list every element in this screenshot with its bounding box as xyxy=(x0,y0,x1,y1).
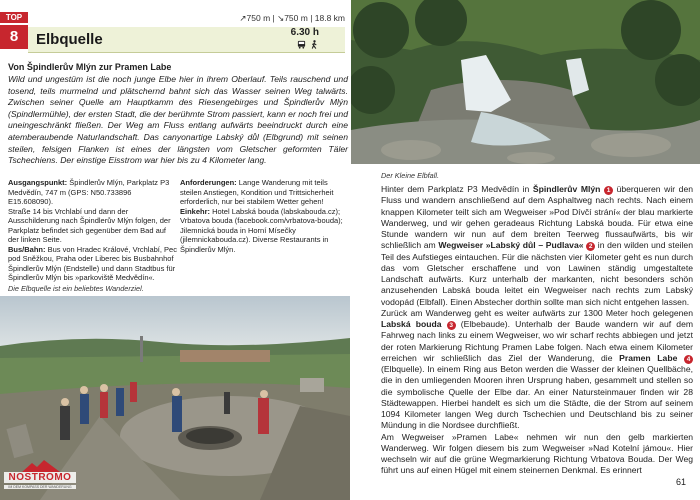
caption-left: Die Elbquelle ist ein beliebtes Wanderziel. xyxy=(8,284,144,293)
stop-text: Hotel Labská bouda (labskabouda.cz); Vrbatova bouda (facebook.com/vrbatova-bouda); Jilemnická bouda in Horní Mísečky (jilemnickabouda.cz). Diverse Restaurants in Špindlerův Mlýn. xyxy=(180,206,343,254)
caption-right: Der Kleine Elbfall. xyxy=(381,171,439,180)
place-name: Wegweiser »Labský důl – Pudlava« xyxy=(438,240,584,251)
bus-text: Bus von Hradec Králové, Vrchlabí, Pec pod Sněžkou, Praha oder Liberec bis Busbahnhof Špindlerův Mlýn (Endstelle) und dann Stadtbus für Špindlerův Mlýn bis »parkoviště Medvědín«. xyxy=(8,244,177,282)
text-run: (Elbebaude). Unterhalb der Baude wandern wir auf dem Fahrweg nach links zu einem Wegweiser, wo wir scharf rechts abbiegen und jetzt der roten Markierung Richtung Pramen Labe folgen. Nach etwa einem Kilometer erreichen wir schließlich das Ziel der Wanderung, die xyxy=(381,319,694,363)
place-name: Špindlerův Mlýn xyxy=(532,184,601,194)
stop-label: Einkehr: xyxy=(180,206,211,216)
waypoint-marker: 1 xyxy=(604,186,613,195)
tour-number: 8 xyxy=(0,25,28,49)
hiker-icon xyxy=(310,40,319,49)
waypoint-marker: 4 xyxy=(684,355,693,364)
publisher-logo xyxy=(4,460,76,492)
text-run: Hinter dem Parkplatz P3 Medvědín in xyxy=(381,184,533,194)
place-name: Pramen Labe xyxy=(619,352,678,363)
bus-icon xyxy=(297,40,306,49)
requirements-text: Lange Wanderung mit teils steilen Anstiegen, Kondition und Trittsicherheit erforderlich, nur bei stabilem Wetter gehen! xyxy=(180,178,334,206)
mountain-logo-icon xyxy=(22,460,60,472)
start-label: Ausgangspunkt: xyxy=(8,178,68,187)
waypoint-marker: 3 xyxy=(447,321,456,330)
tour-intro: Wild und ungestüm ist die noch junge Elbe hier in ihrem Oberlauf. Teils rauschend und tosend, teils murmelnd und plätschernd bahnt sich das Wasser seinen Weg talwärts. Zwischen seiner Quelle am Hauptkamm des Riesengebirges und Špindlerův Mlýn (Spindlermühle), der ersten Stadt, die der berühmte Strom passiert, kann er noch frei und uneingeschränkt fließen. Der Weg am Fluss entlang aufwärts beeindruckt durch eine atemberaubende Naturlandschaft. Das canyonartige Labský důl (Elbgrund) mit seinen steilen, felsigen Flanken ist eines der längsten vom Gletscher geformten Täler Tschechiens. Der einstige Eisstrom war hier bis zu 4 Kilometer lang. xyxy=(8,74,348,166)
bus-label: Bus/Bahn: xyxy=(8,244,46,254)
text-paragraph: Am Wegweiser »Pramen Labe« nehmen wir nun den gelb markierten Wanderweg. Wir folgen diesem bis zum Wegweiser »Nad Kotelní jámou«. Hier wechseln wir auf die grüne Wegmarkierung Richtung Vrbatova Bouda. Der Weg führt uns auf einen Hügel mit einem steinernen Denkmal. Es erinnert xyxy=(381,431,693,476)
logo-name: NOSTROMO xyxy=(4,472,76,483)
photo-waterfall xyxy=(351,0,700,164)
page-number: 61 xyxy=(676,477,687,487)
tour-title: Elbquelle xyxy=(36,31,103,48)
top-label: TOP xyxy=(0,12,28,23)
text-run: überqueren wir den Fluss und wandern anschließend auf dem Asphaltweg nach rechts. Nach einem knappen Kilometer teilt sich am Wegweiser »Pod Dívčí strání« der blau markierte Wanderweg, und wir gehen geradeaus Richtung Labská bouda. Für etwa eine Stunde wandern wir nun auf dem breiten Teerweg flussaufwärts, bis wir schließlich am xyxy=(381,184,693,251)
tour-icons xyxy=(297,40,319,49)
logo-sub: IM DEM KOMPASS DER WANDERUNG xyxy=(4,485,76,489)
top-tab xyxy=(0,12,28,50)
text-run: (Elbquelle). In einem Ring aus Beton werden die Wasser der kleinen Quellbäche, die in den umliegenden Mooren ihren Ursprung haben, gesammelt und stellen so die symbolische Quelle der Elbe dar. An einer Natursteinmauer finden wir 28 Städtewappen. Hierbei handelt es sich um die Städte, die der Strom auf seinem 1094 Kilometer langen Weg durch Tschechien und Deutschland bis zu seiner Mündung in die Nordsee durchfließt. xyxy=(381,364,693,431)
waypoint-marker: 2 xyxy=(586,242,595,251)
info-column-1 xyxy=(8,178,178,283)
info-column-2 xyxy=(180,178,350,254)
route-description xyxy=(381,184,693,477)
text-run: Zurück am Wanderweg geht es weiter aufwärts zur 1300 Meter hoch gelegenen xyxy=(381,307,693,318)
tour-subtitle: Von Špindlerův Mlýn zur Pramen Labe xyxy=(8,62,172,72)
start-text: Špindlerův Mlýn, Parkplatz P3 Medvědín, 747 m (GPS: N50.733896 E15.608090). xyxy=(8,178,170,206)
title-band xyxy=(28,27,345,53)
requirements-label: Anforderungen: xyxy=(180,178,237,187)
text-run: in den wilden und steilen Teil des Aufstieges eintauchen. Für die nächsten vier Kilometer geht es nun durch das vom Gletscher erschaffene und von Lawinen ständig umgestaltete Landschaft aufwärts. Kurz unterhalb der markanten, nicht besonders schön anzusehenden Labská bouda leitet ein Wegweiser nach rechts zum Labský vodopád (Elbfall). Einen Abstecher dorthin sollte man sich nicht entgehen lassen. xyxy=(381,240,693,307)
tour-time: 6.30 h xyxy=(290,27,319,38)
start-text-2: Straße 14 bis Vrchlabí und dann der Ausschilderung nach Špindlerův Mlýn folgen, der Parkplatz befindet sich gegenüber dem Bad auf der linken Seite. xyxy=(8,206,171,244)
place-name: Labská bouda xyxy=(381,319,442,329)
tour-stats: ↗750 m | ↘750 m | 18.8 km xyxy=(239,13,345,23)
